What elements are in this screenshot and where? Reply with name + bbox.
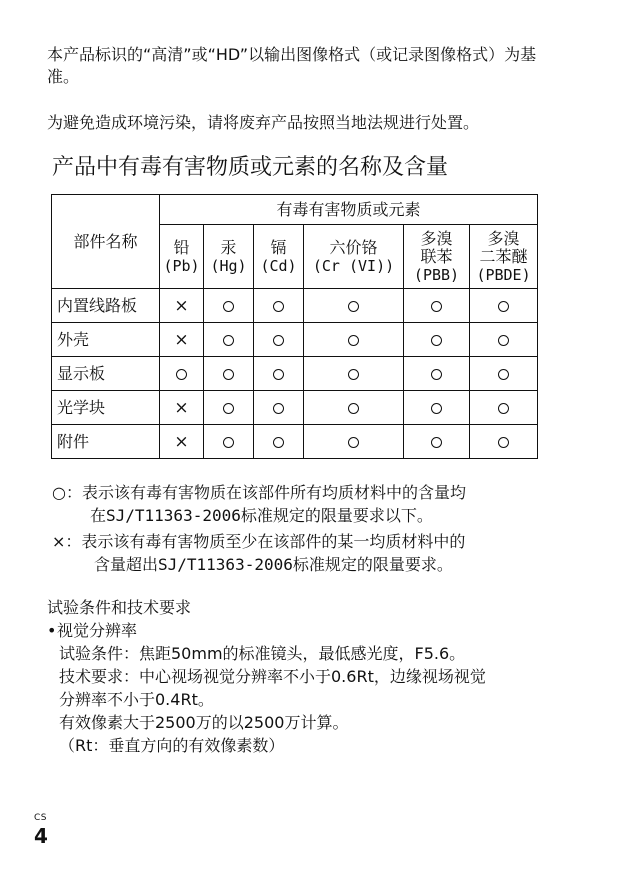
requirement-line: （Rt：垂直方向的有效像素数） bbox=[59, 736, 285, 755]
substance-mark-cell bbox=[304, 323, 404, 357]
intro-paragraph-2: 为避免造成环境污染，请将废弃产品按照当地法规进行处置。 bbox=[47, 113, 480, 132]
cross-mark-legend-symbol: ×： bbox=[52, 532, 82, 551]
substance-mark-cell bbox=[254, 323, 304, 357]
test-requirements bbox=[47, 596, 567, 757]
substance-mark-cell bbox=[160, 357, 204, 391]
page-number: 4 bbox=[34, 824, 48, 848]
circle-mark-icon bbox=[273, 335, 284, 346]
substance-mark-cell bbox=[160, 289, 204, 323]
table-row bbox=[52, 391, 538, 425]
substance-mark-cell bbox=[204, 425, 254, 459]
circle-mark-icon bbox=[431, 369, 442, 380]
circle-mark-icon bbox=[431, 437, 442, 448]
language-code: CS bbox=[34, 813, 47, 823]
substance-column-header bbox=[404, 225, 470, 289]
substance-column-header bbox=[254, 225, 304, 289]
section-title: 产品中有毒有害物质或元素的名称及含量 bbox=[52, 155, 449, 180]
substance-symbol: (PBDE) bbox=[476, 265, 531, 284]
table-row bbox=[52, 289, 538, 323]
requirement-item-label: 视觉分辨率 bbox=[57, 621, 138, 640]
circle-mark-icon bbox=[498, 403, 509, 414]
substance-column-header bbox=[160, 225, 204, 289]
circle-mark-icon bbox=[223, 301, 234, 312]
substance-mark-cell bbox=[470, 289, 538, 323]
circle-mark-icon bbox=[223, 369, 234, 380]
circle-mark-legend-symbol: ○： bbox=[52, 483, 82, 502]
substance-mark-cell bbox=[404, 391, 470, 425]
substance-name: 六价铬 bbox=[329, 237, 378, 257]
circle-mark-icon bbox=[498, 335, 509, 346]
substance-mark-cell bbox=[470, 391, 538, 425]
substance-name: 多溴 联苯 bbox=[420, 228, 453, 266]
substance-mark-cell bbox=[304, 425, 404, 459]
part-name-cell: 显示板 bbox=[52, 357, 160, 391]
intro-paragraph-1: 本产品标识的“高清”或“HD”以输出图像格式（或记录图像格式）为基准。 bbox=[47, 45, 537, 86]
substance-symbol: (PBB) bbox=[413, 265, 460, 284]
circle-mark-icon bbox=[273, 403, 284, 414]
circle-mark-icon bbox=[348, 335, 359, 346]
substance-mark-cell bbox=[470, 357, 538, 391]
substance-name: 镉 bbox=[270, 237, 287, 257]
substance-column-header bbox=[304, 225, 404, 289]
requirement-line: 分辨率不小于0.4Rt。 bbox=[59, 690, 214, 709]
substance-mark-cell bbox=[204, 323, 254, 357]
bullet-icon: • bbox=[47, 621, 57, 640]
circle-mark-icon bbox=[273, 369, 284, 380]
substance-mark-cell bbox=[160, 425, 204, 459]
substance-mark-cell bbox=[304, 357, 404, 391]
circle-mark-icon bbox=[223, 437, 234, 448]
part-name-header: 部件名称 bbox=[52, 195, 160, 289]
table-row bbox=[52, 357, 538, 391]
part-name-cell: 光学块 bbox=[52, 391, 160, 425]
cross-mark-icon: × bbox=[174, 329, 189, 350]
substance-mark-cell bbox=[204, 289, 254, 323]
table-row bbox=[52, 425, 538, 459]
circle-mark-icon bbox=[223, 403, 234, 414]
substance-mark-cell bbox=[404, 289, 470, 323]
table-body bbox=[52, 289, 538, 459]
circle-mark-icon bbox=[498, 369, 509, 380]
substance-symbol: (Cr (VI)) bbox=[312, 256, 395, 275]
substance-mark-cell bbox=[204, 391, 254, 425]
circle-mark-icon bbox=[431, 301, 442, 312]
requirement-item-title bbox=[47, 619, 567, 642]
cross-mark-icon: × bbox=[174, 397, 189, 418]
substance-mark-cell bbox=[204, 357, 254, 391]
substance-mark-cell bbox=[254, 357, 304, 391]
legend-x bbox=[52, 530, 572, 576]
substance-column-header bbox=[204, 225, 254, 289]
substance-mark-cell bbox=[404, 357, 470, 391]
substance-mark-cell bbox=[470, 425, 538, 459]
substance-symbol: (Pb) bbox=[163, 256, 200, 275]
circle-mark-icon bbox=[348, 301, 359, 312]
circle-mark-icon bbox=[348, 369, 359, 380]
substance-symbol: (Cd) bbox=[260, 256, 297, 275]
part-name-cell: 外壳 bbox=[52, 323, 160, 357]
legend-x-text-line1: 表示该有毒有害物质至少在该部件的某一均质材料中的 bbox=[81, 532, 466, 551]
cross-mark-icon: × bbox=[174, 431, 189, 452]
substance-mark-cell bbox=[304, 391, 404, 425]
substance-name: 汞 bbox=[220, 237, 237, 257]
legend-o-text-line1: 表示该有毒有害物质在该部件所有均质材料中的含量均 bbox=[81, 483, 466, 502]
circle-mark-icon bbox=[431, 335, 442, 346]
part-name-cell: 附件 bbox=[52, 425, 160, 459]
hazardous-substances-table bbox=[51, 194, 538, 459]
table-header-row-group bbox=[52, 195, 538, 225]
substance-mark-cell bbox=[160, 391, 204, 425]
substance-mark-cell bbox=[404, 323, 470, 357]
circle-mark-icon bbox=[431, 403, 442, 414]
substance-symbol: (Hg) bbox=[210, 256, 247, 275]
requirement-line: 试验条件：焦距50mm的标准镜头，最低感光度，F5.6。 bbox=[59, 644, 466, 663]
substance-name: 多溴 二苯醚 bbox=[479, 228, 528, 266]
part-name-cell: 内置线路板 bbox=[52, 289, 160, 323]
circle-mark-icon bbox=[273, 437, 284, 448]
circle-mark-icon bbox=[176, 369, 187, 380]
requirement-line: 技术要求：中心视场视觉分辨率不小于0.6Rt，边缘视场视觉 bbox=[59, 667, 486, 686]
substance-mark-cell bbox=[404, 425, 470, 459]
substance-group-header: 有毒有害物质或元素 bbox=[160, 195, 538, 225]
circle-mark-icon bbox=[223, 335, 234, 346]
legend-o bbox=[52, 481, 572, 527]
circle-mark-icon bbox=[348, 403, 359, 414]
substance-mark-cell bbox=[160, 323, 204, 357]
substance-mark-cell bbox=[254, 289, 304, 323]
legend-o-text-line2: 在SJ/T11363-2006标准规定的限量要求以下。 bbox=[90, 506, 433, 525]
cross-mark-icon: × bbox=[174, 295, 189, 316]
substance-mark-cell bbox=[254, 425, 304, 459]
circle-mark-icon bbox=[498, 301, 509, 312]
requirements-heading: 试验条件和技术要求 bbox=[47, 598, 192, 617]
substance-column-header bbox=[470, 225, 538, 289]
legend-x-text-line2: 含量超出SJ/T11363-2006标准规定的限量要求。 bbox=[94, 555, 453, 574]
substance-mark-cell bbox=[304, 289, 404, 323]
substance-mark-cell bbox=[470, 323, 538, 357]
table-row bbox=[52, 323, 538, 357]
substance-mark-cell bbox=[254, 391, 304, 425]
circle-mark-icon bbox=[348, 437, 359, 448]
requirement-line: 有效像素大于2500万的以2500万计算。 bbox=[59, 713, 349, 732]
circle-mark-icon bbox=[498, 437, 509, 448]
circle-mark-icon bbox=[273, 301, 284, 312]
substance-name: 铅 bbox=[173, 237, 190, 257]
